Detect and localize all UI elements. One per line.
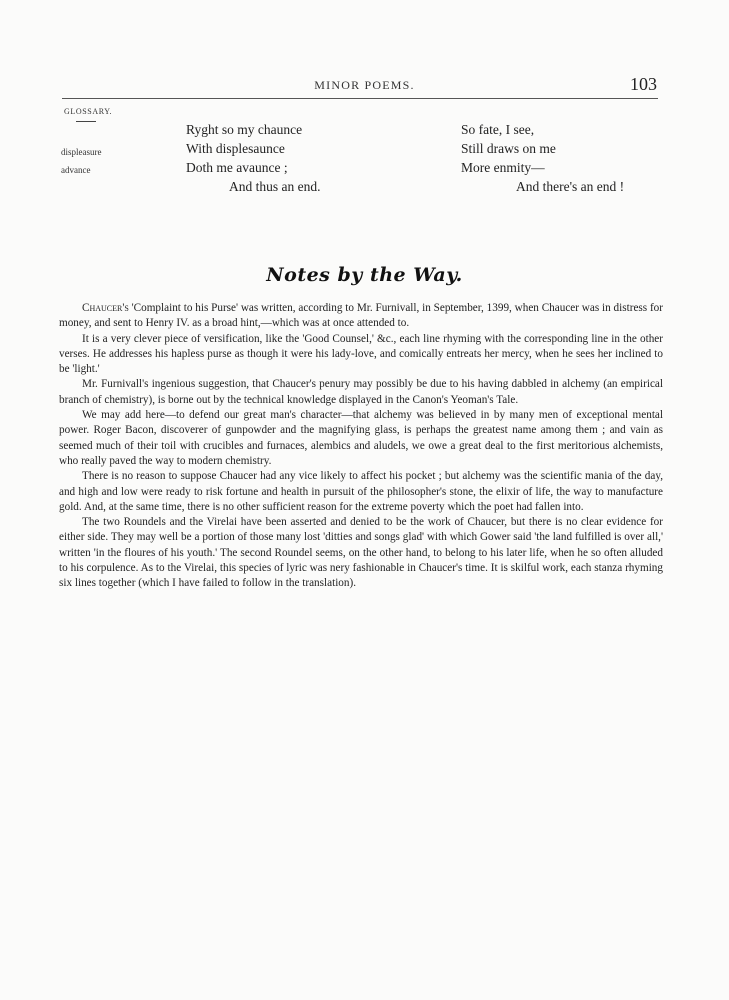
header-rule: [62, 98, 658, 99]
notes-body: [59, 301, 663, 592]
verse-line: And thus an end.: [229, 179, 321, 194]
notes-paragraph: [59, 301, 663, 332]
glossary-entry: advance: [61, 165, 91, 175]
notes-heading: Notes by the Way.: [266, 264, 463, 286]
notes-paragraph: It is a very clever piece of versification, like the 'Good Counsel,' &c., each line rhyming with the corresponding line in the other verses. He addresses his hapless purse as though it were his lady-love, and comically entreats her mercy, when he sees her inclined to be 'light.': [59, 332, 663, 376]
verse-line: Still draws on me: [461, 141, 556, 156]
page-number: 103: [630, 74, 657, 94]
author-name: Chaucer's: [82, 302, 129, 314]
paragraph-text: 'Complaint to his Purse' was written, according to Mr. Furnivall, in September, 1399, when Chaucer was in distress for money, and sent to Henry IV. as a broad hint,—which was at once attended to.: [59, 302, 663, 330]
verse-original: [186, 120, 321, 196]
notes-paragraph: Mr. Furnivall's ingenious suggestion, that Chaucer's penury may possibly be due to his having dabbled in alchemy (an empirical branch of chemistry), is borne out by the technical knowledge displayed in the Canon's Yeoman's Tale.: [59, 378, 663, 406]
verse-translation: [461, 120, 624, 196]
notes-paragraph: The two Roundels and the Virelai have been asserted and denied to be the work of Chaucer, but there is no clear evidence for either side. They may well be a portion of those many lost 'ditties and songs glad' with which Gower said 'the land fulfilled is over all,' written 'in the floures of his youth.' The second Roundel seems, on the other hand, to belong to his later life, when he so often alluded to his corpulence. As to the Virelai, this species of lyric was nery fashionable in Chaucer's time. It is skilful work, each stanza rhyming six lines together (which I have failed to follow in the translation).: [59, 516, 663, 590]
glossary-entry: displeasure: [61, 147, 102, 157]
notes-paragraph: We may add here—to defend our great man's character—that alchemy was believed in by many men of exceptional mental power. Roger Bacon, discoverer of gunpowder and the magnifying glass, is perhaps the greatest name among them ; and vain as seemed much of their toil with crucibles and furnaces, alembics and aludels, we owe a great deal to the first meritorious alchemists, who really paved the way to modern chemistry.: [59, 409, 663, 467]
notes-paragraph: There is no reason to suppose Chaucer had any vice likely to affect his pocket ; but alchemy was the scientific mania of the day, and high and low were ready to risk fortune and health in pursuit of the philosopher's stone, the elixir of life, the way to manufacture gold. And, at the same time, there is no other sufficient reason for the extreme poverty which the poet had fallen into.: [59, 470, 663, 513]
verse-line: Ryght so my chaunce: [186, 122, 303, 137]
verse-line: Doth me avaunce ;: [186, 160, 288, 175]
glossary-rule: [76, 121, 96, 122]
running-title: MINOR POEMS.: [314, 78, 415, 92]
glossary-heading: GLOSSARY.: [64, 107, 113, 116]
verse-line: With displesaunce: [186, 141, 285, 156]
running-head: [0, 74, 729, 94]
verse-line: So fate, I see,: [461, 122, 535, 137]
verse-line: More enmity—: [461, 160, 545, 175]
verse-line: And there's an end !: [516, 179, 625, 194]
